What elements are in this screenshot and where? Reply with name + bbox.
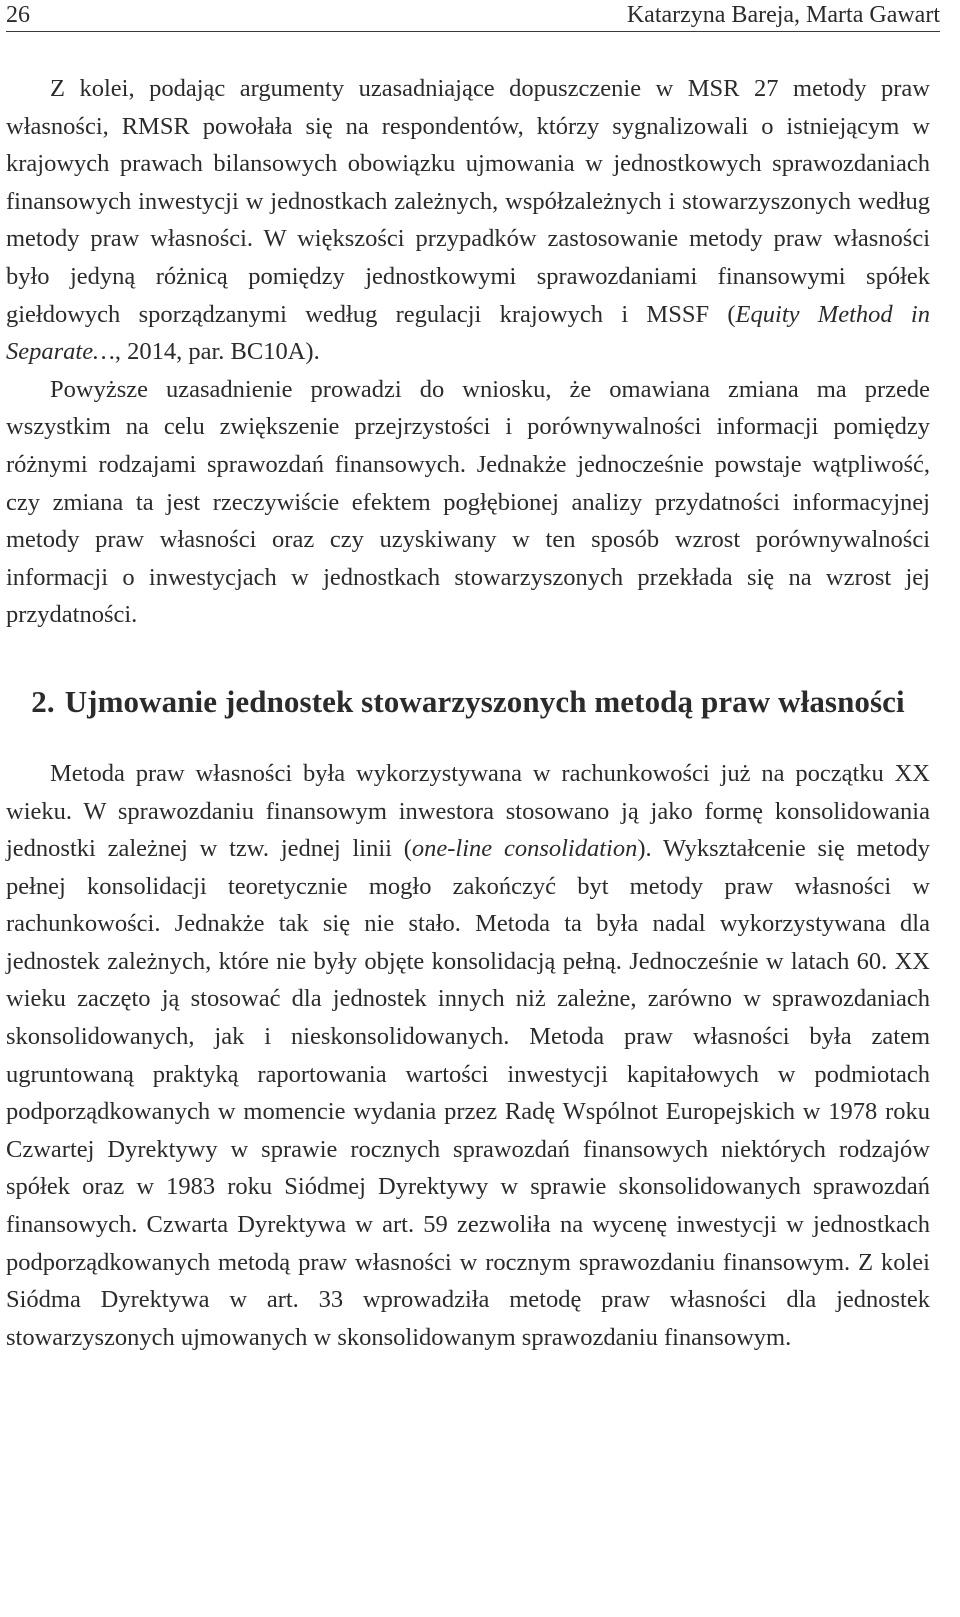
paragraph-1-text: Z kolei, podając argumenty uzasadniające dopuszczenie w MSR 27 metody praw własności, RMSR powołała się na respondentów, którzy sygnalizowali o istniejącym w krajowych prawach bilansowych obowiązku ujmowania w jednostkowych sprawozdaniach finansowych inwestycji w jednostkach zależnych, współzależnych i stowarzyszonych według metody praw własności. W większości przypadków zastosowanie metody praw własności było jedyną różnicą pomiędzy jednostkowymi sprawozdaniami finansowymi spółek giełdowych sporządzanymi według regulacji krajowych i MSSF ( xyxy=(6,75,930,328)
page-body xyxy=(6,70,930,1356)
section-number: 2. xyxy=(31,683,55,719)
paragraph-1-end: , 2014, par. BC10A). xyxy=(114,338,320,366)
citation-title: Equity Method in Separate… xyxy=(6,300,930,366)
paragraph-3-end: ). Wykształcenie się metody pełnej konsolidacji teoretycznie mogło zakończyć byt metody praw własności w rachunkowości. Jednakże tak się nie stało. Metoda ta była nadal wykorzystywana dla jednostek zależnych, które nie były objęte konsolidacją pełną. Jednocześnie w latach 60. XX wieku zaczęto ją stosować dla jednostek innych niż zależne, zarówno w sprawozdaniach skonsolidowanych, jak i nieskonsolidowanych. Metoda praw własności była zatem ugruntowaną praktyką raportowania wartości inwestycji kapitałowych w podmiotach podporządkowanych w momencie wydania przez Radę Wspólnot Europejskich w 1978 roku Czwartej Dyrektywy w sprawie rocznych sprawozdań finansowych niektórych rodzajów spółek oraz w 1983 roku Siódmej Dyrektywy w sprawie skonsolidowanych sprawozdań finansowych. Czwarta Dyrektywa w art. 59 zezwoliła na wycenę inwestycji w jednostkach podporządkowanych metodą praw własności w rocznym sprawozdaniu finansowym. Z kolei Siódma Dyrektywa w art. 33 wprowadziła metodę praw własności dla jednostek stowarzyszonych ujmowanych w skonsolidowanym sprawozdaniu finansowym. xyxy=(6,835,930,1351)
paragraph-3-start: Metoda praw własności była wykorzystywana w rachunkowości już na początku XX wieku. W sprawozdaniu finansowym inwestora stosowano ją jako formę konsolidowania jednostki zależnej w tzw. jednej linii ( xyxy=(6,759,930,863)
one-line-consolidation-term: one-line consolidation xyxy=(411,835,638,863)
page-number: 26 xyxy=(6,2,30,28)
section-title: Ujmowanie jednostek stowarzyszonych metodą praw własności xyxy=(64,683,905,719)
running-header xyxy=(6,0,940,32)
paragraph-2: Powyższe uzasadnienie prowadzi do wniosku, że omawiana zmiana ma przede wszystkim na celu zwiększenie przejrzystości i porównywalności informacji pomiędzy różnymi rodzajami sprawozdań finansowych. Jednakże jednocześnie powstaje wątpliwość, czy zmiana ta jest rzeczywiście efektem pogłębionej analizy przydatności informacyjnej metody praw własności oraz czy uzyskiwany w ten sposób wzrost porównywalności informacji o inwestycjach w jednostkach stowarzyszonych przekłada się na wzrost jej przydatności. xyxy=(6,375,930,629)
running-header-authors: Katarzyna Bareja, Marta Gawart xyxy=(626,2,940,28)
paragraph-3 xyxy=(6,755,930,1357)
section-heading xyxy=(6,680,930,723)
paragraph-1 xyxy=(6,70,930,371)
